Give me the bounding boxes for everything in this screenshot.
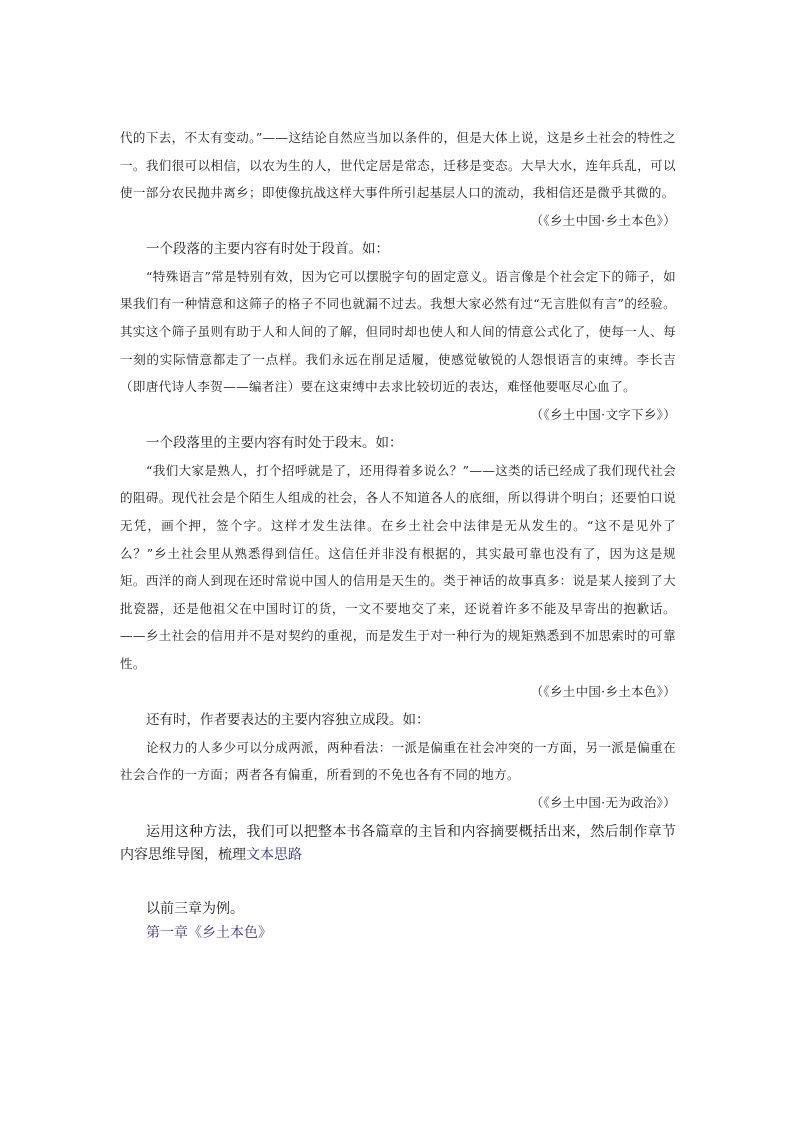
source-citation: （《乡土中国·文字下乡》） (530, 406, 676, 422)
quote-paragraph: “特殊语言”常是特别有效，因为它可以摆脱字句的固定意义。语言像是个社会定下的筛子，如果我们有一种情意和这筛子的格子不同也就漏不过去。我想大家必然有过“无言胜似有言”的经验。其实这个筛子虽则有助于人和人间的了解，但同时却也使人和人间的情意公式化了，使每一人、每一刻的实际情意都走了一点样。我们永远在削足适履，使感觉敏锐的人怨恨语言的束缚。李长吉（即唐代诗人李贺——编者注）要在这束缚中去求比较切近的表达，难怪他要呕尽心血了。 (120, 268, 676, 395)
chapter-heading: 第一章《乡土本色》 (146, 924, 272, 941)
source-citation: （《乡土中国·乡土本色》） (530, 683, 676, 699)
lead-sentence: 还有时，作者要表达的主要内容独立成段。如： (146, 711, 430, 728)
paragraph-continuation: 代的下去，不太有变动。”——这结论自然应当加以条件的，但是大体上说，这是乡土社会的特性之一。我们很可以相信，以农为生的人，世代定居是常态，迁移是变态。大旱大水，连年兵乱，可以使一部分农民抛井离乡；即使像抗战这样大事件所引起基层人口的流动，我相信还是微乎其微的。 (120, 130, 676, 201)
method-text-accent: 文本思路 (246, 846, 302, 863)
source-citation: （《乡土中国·无为政治》） (530, 794, 676, 810)
quote-paragraph: 论权力的人多少可以分成两派，两种看法：一派是偏重在社会冲突的一方面，另一派是偏重在社会合作的一方面；两者各有偏重，所看到的不免也各有不同的地方。 (120, 739, 676, 783)
spacer (120, 867, 676, 897)
method-paragraph (120, 821, 676, 867)
example-line: 以前三章为例。 (146, 900, 244, 917)
lead-sentence: 一个段落里的主要内容有时处于段末。如： (146, 434, 403, 451)
method-text: 运用这种方法，我们可以把整本书各篇章的主旨和内容摘要概括出来，然后制作章节内容思维导图，梳理 (120, 823, 676, 863)
document-page (120, 124, 676, 945)
quote-paragraph: “我们大家是熟人，打个招呼就是了，还用得着多说么？”——这类的话已经成了我们现代社会的阻碍。现代社会是个陌生人组成的社会，各人不知道各人的底细，所以得讲个明白；还要怕口说无凭，画个押，签个字。这样才发生法律。在乡土社会中法律是无从发生的。“这不是见外了么？”乡土社会里从熟悉得到信任。这信任并非没有根据的，其实最可靠也没有了，因为这是规矩。西洋的商人到现在还时常说中国人的信用是天生的。类于神话的故事真多：说是某人接到了大批瓷器，还是他祖父在中国时订的货，一文不要地交了来，还说着许多不能及早寄出的抱歉话。——乡土社会的信用并不是对契约的重视，而是发生于对一种行为的规矩熟悉到不加思索时的可靠性。 (120, 462, 676, 671)
source-citation: （《乡土中国·乡土本色》） (530, 212, 676, 228)
lead-sentence: 一个段落的主要内容有时处于段首。如： (146, 240, 389, 257)
